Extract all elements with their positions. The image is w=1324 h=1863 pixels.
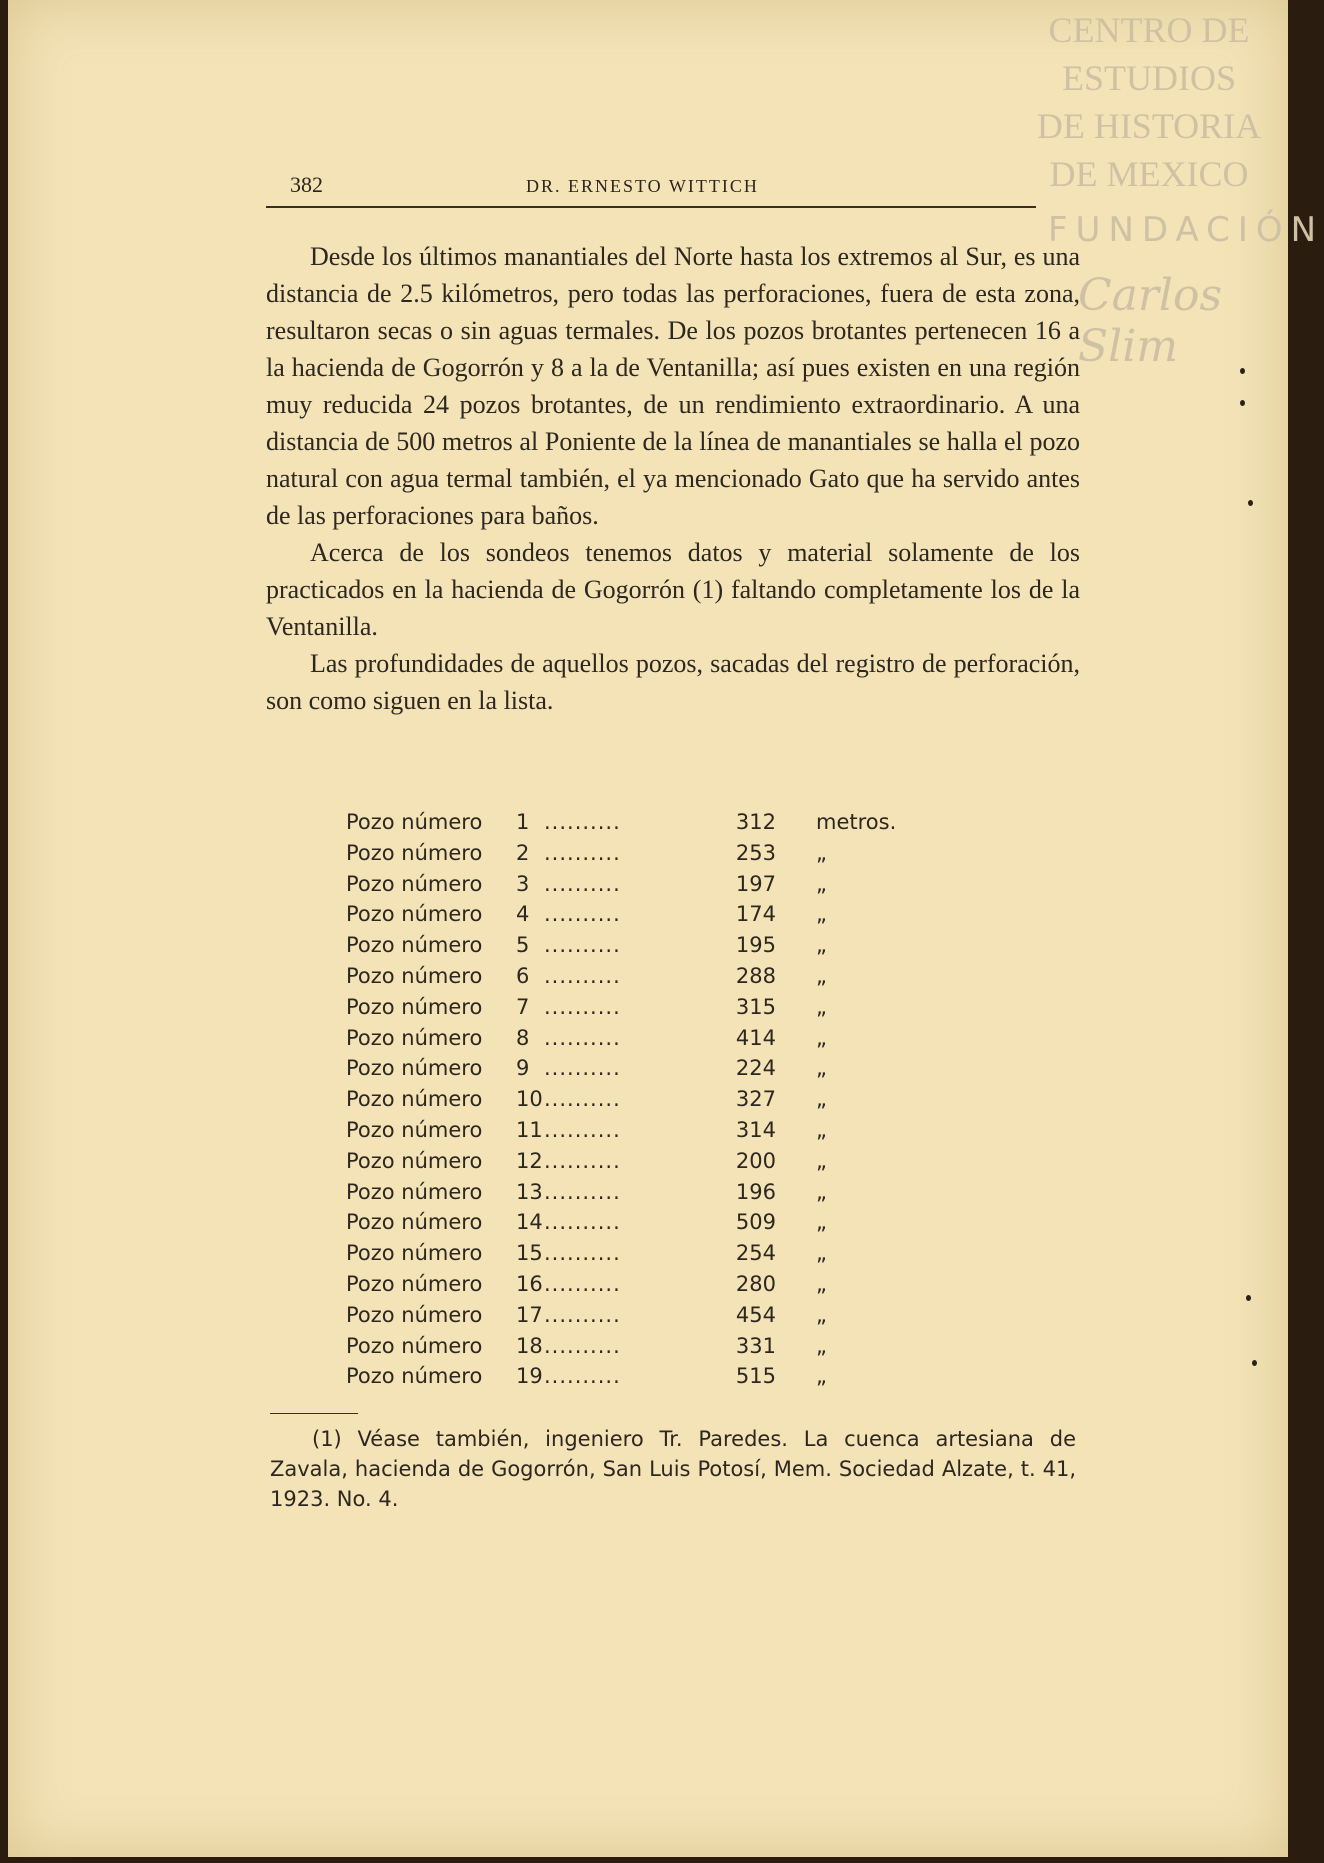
- well-row: [346, 1180, 906, 1211]
- dot-leader: ..........: [544, 810, 621, 834]
- well-number: 6: [516, 963, 530, 988]
- well-depth: 200: [735, 1148, 776, 1173]
- well-number: 3: [516, 871, 530, 896]
- well-depth: 454: [735, 1302, 776, 1327]
- well-number: 16: [516, 1271, 543, 1296]
- watermark-line: ESTUDIOS: [1061, 58, 1236, 98]
- dot-leader: ..........: [544, 1025, 621, 1050]
- page-header: [266, 170, 1036, 208]
- page-number: 382: [290, 172, 323, 197]
- well-unit: „: [816, 1210, 827, 1235]
- well-unit: „: [816, 1056, 827, 1081]
- well-label: Pozo número: [346, 1087, 483, 1112]
- watermark-signature: Carlos Slim: [1078, 270, 1223, 372]
- well-unit: „: [816, 1302, 827, 1327]
- paragraph: Acerca de los sondeos tenemos datos y material solamente de los practicados en la hacienda de Gogorrón (1) faltando completamente los de la Ventanilla.: [266, 538, 1080, 641]
- dot-leader: ..........: [544, 1087, 621, 1112]
- well-depth: 331: [735, 1333, 776, 1358]
- archive-watermark: [1034, 6, 1264, 198]
- dot-leader: ..........: [544, 1148, 621, 1173]
- well-label: Pozo número: [346, 963, 483, 988]
- well-label: Pozo número: [346, 810, 483, 834]
- dot-leader: ..........: [544, 1056, 621, 1081]
- well-depth: 280: [735, 1271, 776, 1296]
- well-depth: 315: [735, 994, 776, 1019]
- well-depth: 253: [735, 840, 776, 865]
- well-unit: „: [816, 963, 827, 988]
- well-row: [346, 1364, 906, 1395]
- well-row: [346, 995, 906, 1026]
- well-number: 4: [516, 902, 530, 927]
- well-unit: „: [816, 933, 827, 958]
- well-row: [346, 1303, 906, 1334]
- well-unit: „: [816, 1117, 827, 1142]
- well-number: 11: [516, 1117, 543, 1142]
- well-label: Pozo número: [346, 840, 483, 865]
- well-row: [346, 902, 906, 933]
- well-unit: „: [816, 902, 827, 927]
- well-depth: 515: [735, 1364, 776, 1389]
- well-label: Pozo número: [346, 1210, 483, 1235]
- well-depth: 327: [735, 1087, 776, 1112]
- well-unit: „: [816, 1241, 827, 1266]
- well-number: 2: [516, 840, 530, 865]
- watermark-foundation: FUNDACIÓN: [1048, 210, 1324, 250]
- footnote-text: (1) Véase también, ingeniero Tr. Paredes. La cuenca artesiana de Zavala, hacienda de Gogorrón, San Luis Potosí, Mem. Sociedad Alzate, t. 41, 1923. No. 4.: [270, 1427, 1076, 1511]
- well-label: Pozo número: [346, 1148, 483, 1173]
- well-label: Pozo número: [346, 1364, 483, 1389]
- well-label: Pozo número: [346, 1117, 483, 1142]
- well-row: [346, 872, 906, 903]
- dot-leader: ..........: [544, 840, 621, 865]
- well-unit: „: [816, 1087, 827, 1112]
- well-label: Pozo número: [346, 871, 483, 896]
- well-label: Pozo número: [346, 1333, 483, 1358]
- well-number: 14: [516, 1210, 543, 1235]
- well-number: 15: [516, 1241, 543, 1266]
- well-depth-list: [346, 810, 906, 1395]
- well-unit: „: [816, 1179, 827, 1204]
- well-row: [346, 1210, 906, 1241]
- well-row: [346, 841, 906, 872]
- well-number: 17: [516, 1302, 543, 1327]
- well-row: [346, 933, 906, 964]
- well-unit: „: [816, 1333, 827, 1358]
- page-speck: [1240, 368, 1245, 374]
- well-number: 19: [516, 1364, 543, 1389]
- well-depth: 509: [735, 1210, 776, 1235]
- well-unit: „: [816, 1271, 827, 1296]
- dot-leader: ..........: [544, 871, 621, 896]
- well-label: Pozo número: [346, 933, 483, 958]
- page-speck: [1248, 500, 1253, 506]
- well-label: Pozo número: [346, 1271, 483, 1296]
- well-number: 7: [516, 994, 530, 1019]
- well-label: Pozo número: [346, 1056, 483, 1081]
- well-row: [346, 1118, 906, 1149]
- well-row: [346, 1272, 906, 1303]
- well-number: 9: [516, 1056, 530, 1081]
- dot-leader: ..........: [544, 1333, 621, 1358]
- dot-leader: ..........: [544, 1241, 621, 1266]
- paragraph: Las profundidades de aquellos pozos, sacadas del registro de perforación, son como siguen en la lista.: [266, 649, 1080, 715]
- well-number: 8: [516, 1025, 530, 1050]
- well-number: 5: [516, 933, 530, 958]
- well-unit: „: [816, 840, 827, 865]
- well-number: 10: [516, 1087, 543, 1112]
- well-depth: 196: [735, 1179, 776, 1204]
- well-row: [346, 810, 906, 841]
- dot-leader: ..........: [544, 933, 621, 958]
- footnote: [270, 1424, 1076, 1514]
- dot-leader: ..........: [544, 1302, 621, 1327]
- page-speck: [1252, 1360, 1257, 1366]
- well-unit: „: [816, 1148, 827, 1173]
- well-label: Pozo número: [346, 1241, 483, 1266]
- well-unit: „: [816, 871, 827, 896]
- well-number: 13: [516, 1179, 543, 1204]
- dot-leader: ..........: [544, 1179, 621, 1204]
- well-depth: 254: [735, 1241, 776, 1266]
- watermark-line: CENTRO DE: [1048, 10, 1250, 50]
- footnote-divider: [270, 1413, 358, 1414]
- well-depth: 314: [735, 1117, 776, 1142]
- well-row: [346, 1026, 906, 1057]
- well-number: 1: [516, 810, 530, 834]
- well-label: Pozo número: [346, 1025, 483, 1050]
- well-label: Pozo número: [346, 994, 483, 1019]
- well-depth: 288: [735, 963, 776, 988]
- well-row: [346, 1334, 906, 1365]
- well-depth: 414: [735, 1025, 776, 1050]
- dot-leader: ..........: [544, 1210, 621, 1235]
- well-row: [346, 964, 906, 995]
- paragraph: Desde los últimos manantiales del Norte hasta los extremos al Sur, es una distancia de 2.5 kilómetros, pero todas las perforaciones, fuera de esta zona, resultaron secas o sin aguas termales. De los pozos brotantes pertenecen 16 a la hacienda de Gogorrón y 8 a la de Ventanilla; así pues existen en una región muy reducida 24 pozos brotantes, de un rendimiento extraordinario. A una distancia de 500 metros al Poniente de la línea de manantiales se halla el pozo natural con agua termal también, el ya mencionado Gato que ha servido antes de las perforaciones para baños.: [266, 242, 1080, 530]
- dot-leader: ..........: [544, 1364, 621, 1389]
- dot-leader: ..........: [544, 1271, 621, 1296]
- well-label: Pozo número: [346, 902, 483, 927]
- well-number: 18: [516, 1333, 543, 1358]
- well-depth: 174: [735, 902, 776, 927]
- dot-leader: ..........: [544, 994, 621, 1019]
- well-unit: metros.: [816, 810, 897, 834]
- well-label: Pozo número: [346, 1302, 483, 1327]
- well-depth: 312: [735, 810, 776, 834]
- document-page: [8, 0, 1324, 1857]
- well-row: [346, 1056, 906, 1087]
- watermark-line: DE HISTORIA: [1036, 106, 1262, 146]
- well-row: [346, 1087, 906, 1118]
- well-unit: „: [816, 1364, 827, 1389]
- well-depth: 224: [735, 1056, 776, 1081]
- well-number: 12: [516, 1148, 543, 1173]
- well-unit: „: [816, 1025, 827, 1050]
- page-speck: [1246, 1295, 1251, 1301]
- well-depth: 197: [735, 871, 776, 896]
- dot-leader: ..........: [544, 902, 621, 927]
- watermark-line: DE MEXICO: [1049, 154, 1249, 194]
- dot-leader: ..........: [544, 1117, 621, 1142]
- well-label: Pozo número: [346, 1179, 483, 1204]
- page-speck: [1240, 400, 1245, 406]
- running-head: DR. ERNESTO WITTICH: [526, 176, 759, 196]
- well-depth: 195: [735, 933, 776, 958]
- well-row: [346, 1241, 906, 1272]
- well-row: [346, 1149, 906, 1180]
- body-text: [266, 238, 1080, 719]
- well-unit: „: [816, 994, 827, 1019]
- dot-leader: ..........: [544, 963, 621, 988]
